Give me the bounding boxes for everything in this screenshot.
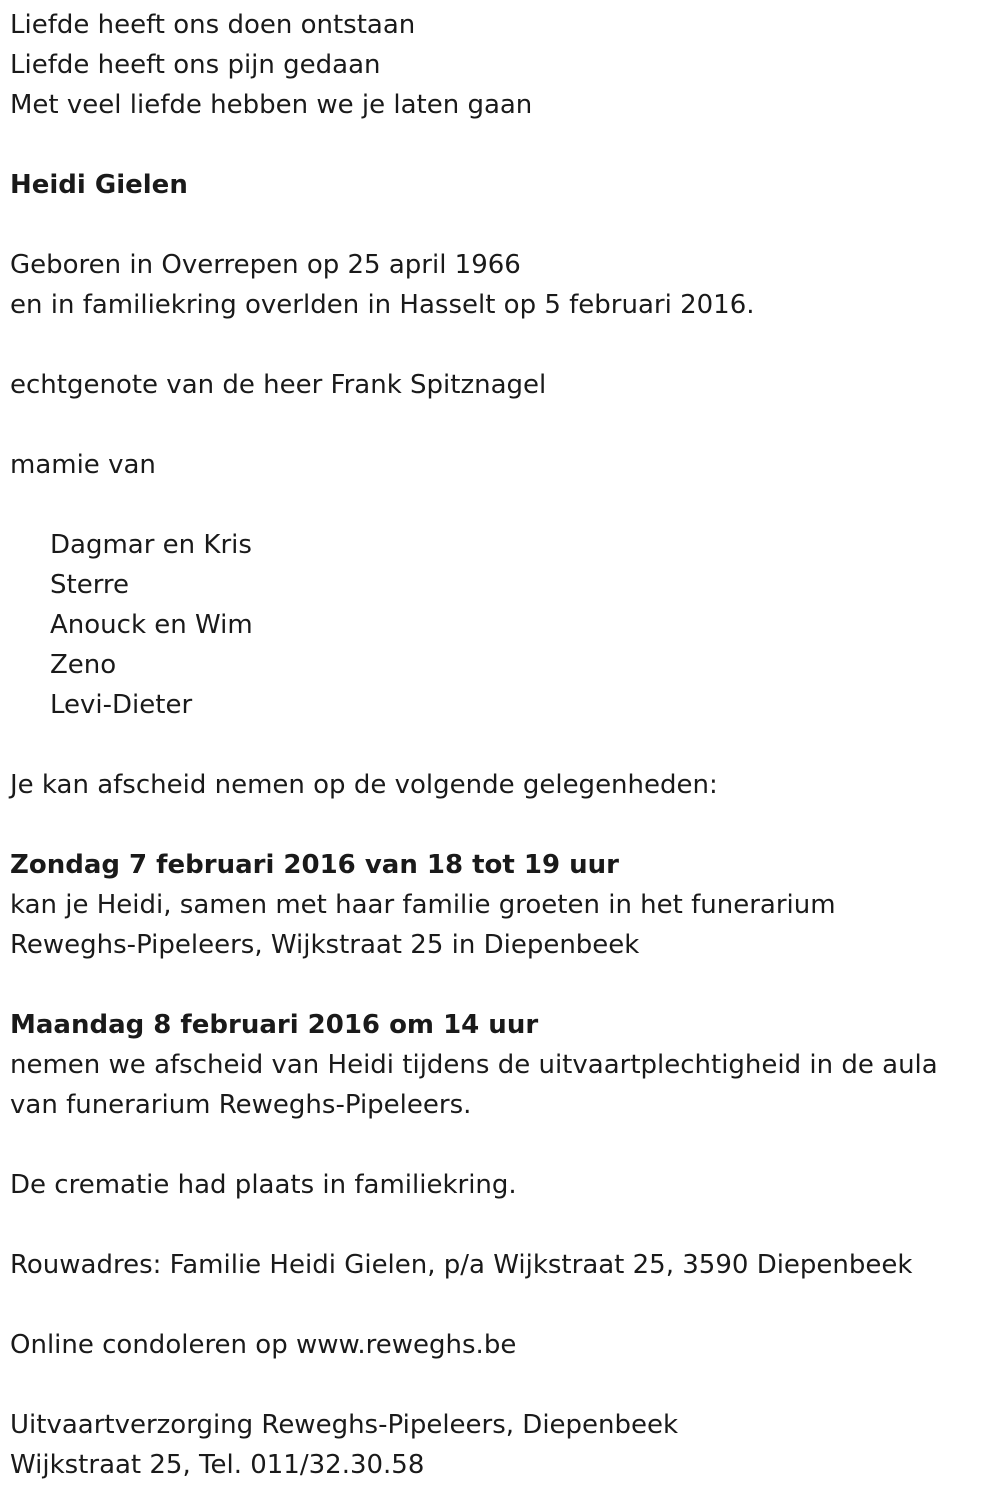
children-intro: mamie van (10, 450, 156, 480)
ceremony-heading: Maandag 8 februari 2016 om 14 uur (10, 1010, 539, 1040)
poem-line: Liefde heeft ons doen ontstaan (10, 10, 416, 40)
ceremony-text: nemen we afscheid van Heidi tijdens de uitvaartplechtigheid in de aula (10, 1050, 938, 1080)
death-line: en in familiekring overlden in Hasselt op 5 februari 2016. (10, 290, 755, 320)
farewell-intro: Je kan afscheid nemen op de volgende gelegenheden: (10, 770, 718, 800)
ceremony-section (10, 1005, 990, 1125)
child-item: Anouck en Wim (50, 610, 253, 640)
child-item: Levi-Dieter (50, 690, 193, 720)
obituary-document (10, 5, 990, 1485)
visitation-section (10, 845, 990, 965)
child-item: Dagmar en Kris (50, 530, 252, 560)
children-list (10, 525, 990, 725)
undertaker-section (10, 1405, 990, 1485)
address-line: Rouwadres: Familie Heidi Gielen, p/a Wijkstraat 25, 3590 Diepenbeek (10, 1250, 913, 1280)
poem-line: Met veel liefde hebben we je laten gaan (10, 90, 533, 120)
cremation-line: De crematie had plaats in familiekring. (10, 1170, 517, 1200)
deceased-name: Heidi Gielen (10, 170, 188, 200)
visitation-text: Reweghs-Pipeleers, Wijkstraat 25 in Diepenbeek (10, 930, 640, 960)
ceremony-text: van funerarium Reweghs-Pipeleers. (10, 1090, 472, 1120)
poem (10, 5, 990, 125)
child-item: Sterre (50, 570, 130, 600)
undertaker-contact: Wijkstraat 25, Tel. 011/32.30.58 (10, 1450, 425, 1480)
visitation-heading: Zondag 7 februari 2016 van 18 tot 19 uur (10, 850, 619, 880)
spouse-line: echtgenote van de heer Frank Spitznagel (10, 370, 547, 400)
visitation-text: kan je Heidi, samen met haar familie groeten in het funerarium (10, 890, 836, 920)
child-item: Zeno (50, 650, 117, 680)
undertaker-name: Uitvaartverzorging Reweghs-Pipeleers, Diepenbeek (10, 1410, 679, 1440)
online-condolence-line: Online condoleren op www.reweghs.be (10, 1330, 517, 1360)
poem-line: Liefde heeft ons pijn gedaan (10, 50, 381, 80)
birth-line: Geboren in Overrepen op 25 april 1966 (10, 250, 521, 280)
